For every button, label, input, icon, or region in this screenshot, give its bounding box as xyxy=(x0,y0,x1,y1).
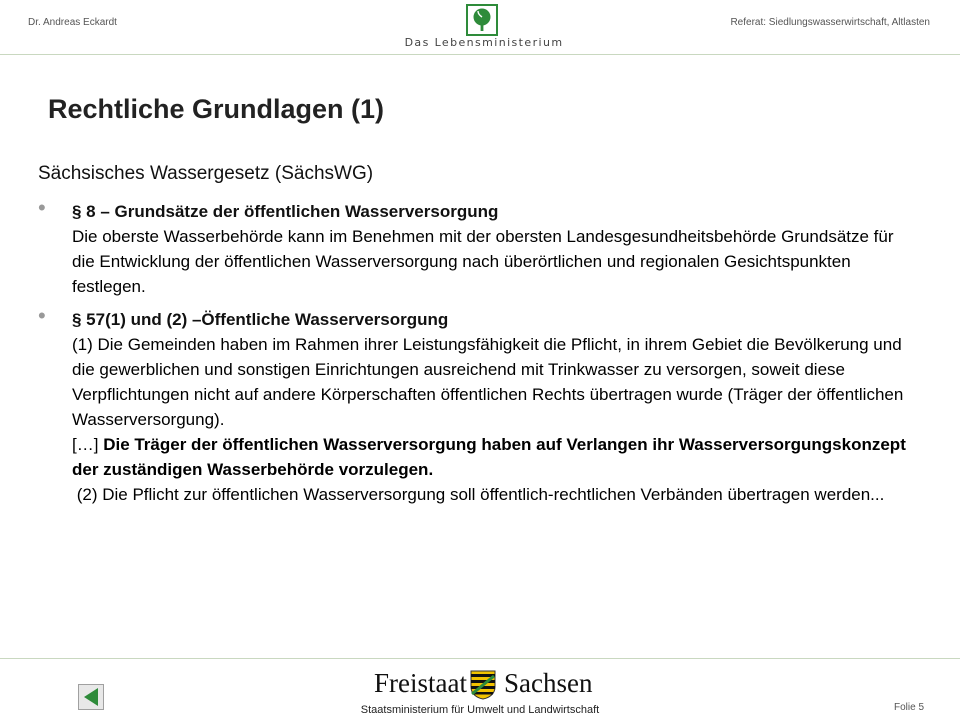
slide-number: Folie 5 xyxy=(893,702,924,713)
ministry-logo-text: Das Lebensministerium xyxy=(404,36,564,49)
saxony-crest-icon xyxy=(470,670,496,700)
section-heading: § 57(1) und (2) –Öffentliche Wasserversorgung xyxy=(72,310,449,329)
section-paragraph-8 xyxy=(38,195,918,299)
section-text-bold xyxy=(72,432,918,482)
section-heading: § 8 – Grundsätze der öffentlichen Wasserversorgung xyxy=(72,202,499,221)
section-paragraph-57 xyxy=(38,303,918,507)
header-divider xyxy=(0,54,960,55)
state-logo-word-2: Sachsen xyxy=(504,668,593,698)
tree-logo-icon xyxy=(466,4,498,36)
slide-subtitle: Sächsisches Wassergesetz (SächsWG) xyxy=(38,163,374,184)
ministry-footer: Staatsministerium für Umwelt und Landwirtschaft xyxy=(360,704,600,716)
ellipsis: […] xyxy=(72,435,99,454)
bullet-icon: • xyxy=(38,195,46,220)
section-text: Die oberste Wasserbehörde kann im Benehmen mit der obersten Landesgesundheitsbehörde Grundsätze für die Entwicklung der öffentlichen Wasserversorgung nach überörtlichen und regionalen Gesichtspunkten festlegen. xyxy=(72,227,894,296)
ministry-logo xyxy=(404,4,564,50)
department-label: Referat: Siedlungswasserwirtschaft, Altlasten xyxy=(730,17,930,28)
author-label: Dr. Andreas Eckardt xyxy=(28,17,117,28)
bullet-icon: • xyxy=(38,303,46,328)
footer-divider xyxy=(0,658,960,659)
state-logo-word-1: Freistaat xyxy=(374,668,467,698)
section-text-1: (1) Die Gemeinden haben im Rahmen ihrer Leistungsfähigkeit die Pflicht, in ihrem Gebiet die Bevölkerung und die gewerblichen und sonstigen Einrichtungen ausreichend mit Trinkwasser zu versorgen, soweit diese Verpflichtungen nicht auf andere Körperschaften öffentlichen Rechts übertragen wurde (Träger der öffentlichen Wasserversorgung). xyxy=(72,335,904,429)
section-text-2 xyxy=(72,482,918,507)
slide-title: Rechtliche Grundlagen (1) xyxy=(48,94,385,124)
section-text-2-content: (2) Die Pflicht zur öffentlichen Wasserversorgung soll öffentlich-rechtlichen Verbänden übertragen werden... xyxy=(76,485,885,504)
bold-requirement: Die Träger der öffentlichen Wasserversorgung haben auf Verlangen ihr Wasserversorgungskonzept der zuständigen Wasserbehörde vorzulegen. xyxy=(72,435,906,479)
